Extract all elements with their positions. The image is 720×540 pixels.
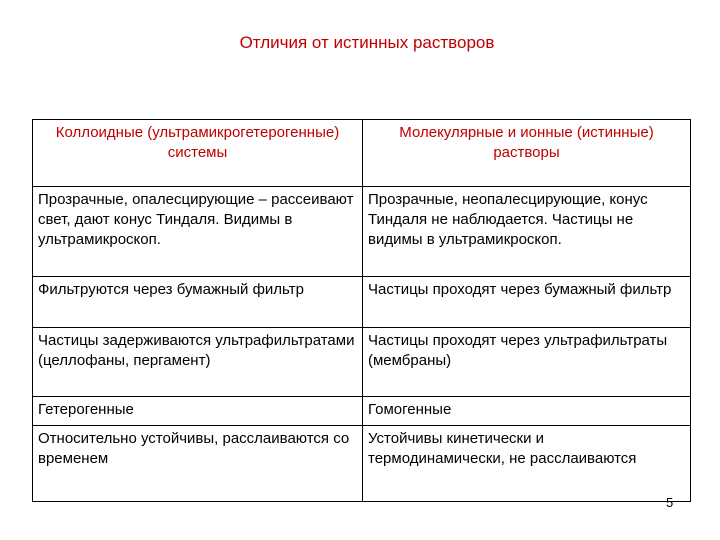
- slide-title: Отличия от истинных растворов: [239, 33, 495, 52]
- header-colloidal-systems: Коллоидные (ультрамикрогетерогенные) системы: [33, 120, 363, 187]
- cell-solution-stability: Устойчивы кинетически и термодинамически, не расслаиваются: [363, 426, 691, 502]
- table-row: [33, 187, 691, 277]
- cell-colloidal-optics: Прозрачные, опалесцирующие – рассеивают свет, дают конус Тиндаля. Видимы в ультрамикроскоп.: [33, 187, 363, 277]
- table-row: [33, 397, 691, 426]
- table-header-row: [33, 120, 691, 187]
- table-row: [33, 277, 691, 328]
- cell-colloidal-stability: Относительно устойчивы, расслаиваются со временем: [33, 426, 363, 502]
- cell-colloidal-ultrafilter: Частицы задерживаются ультрафильтратами (целлофаны, пергамент): [33, 328, 363, 397]
- table-row: [33, 328, 691, 397]
- cell-solution-ultrafilter: Частицы проходят через ультрафильтраты (мембраны): [363, 328, 691, 397]
- cell-solution-optics: Прозрачные, неопалесцирующие, конус Тиндаля не наблюдается. Частицы не видимы в ультрамикроскоп.: [363, 187, 691, 277]
- page-number: 5: [666, 495, 674, 510]
- cell-solution-homogeneity: Гомогенные: [363, 397, 691, 426]
- cell-colloidal-homogeneity: Гетерогенные: [33, 397, 363, 426]
- table-row: [33, 426, 691, 502]
- cell-colloidal-paper-filter: Фильтруются через бумажный фильтр: [33, 277, 363, 328]
- header-true-solutions: Молекулярные и ионные (истинные) растворы: [363, 120, 691, 187]
- comparison-table: [32, 119, 691, 502]
- cell-solution-paper-filter: Частицы проходят через бумажный фильтр: [363, 277, 691, 328]
